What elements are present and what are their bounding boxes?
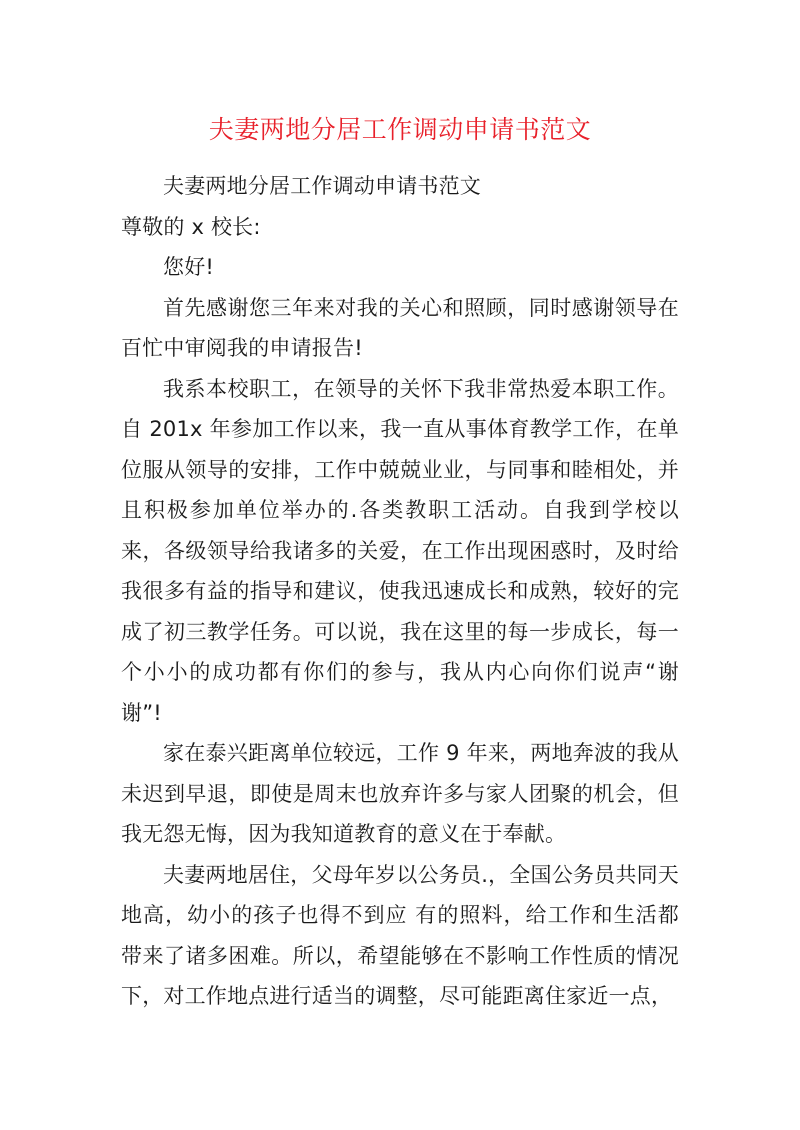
document-body — [121, 166, 679, 1017]
paragraph-work-history: 我系本校职工，在领导的关怀下我非常热爱本职工作。自 201x 年参加工作以来，我一直从事体育教学工作，在单位服从领导的安排，工作中兢兢业业，与同事和睦相处，并且积极参加单位举办的.各类教职工活动。自我到学校以来，各级领导给我诸多的关爱，在工作出现困惑时，及时给我很多有益的指导和建议，使我迅速成长和成熟，较好的完成了初三教学任务。可以说，我在这里的每一步成长，每一个小小的成功都有你们的参与，我从内心向你们说声“谢谢”! — [121, 376, 679, 725]
document-title: 夫妻两地分居工作调动申请书范文 — [208, 115, 592, 144]
paragraph-thanks: 首先感谢您三年来对我的关心和照顾，同时感谢领导在百忙中审阅我的申请报告! — [121, 295, 679, 360]
salutation: 尊敬的 x 校长: — [121, 214, 261, 239]
greeting: 您好! — [163, 255, 215, 279]
paragraph-commute: 家在泰兴距离单位较远，工作 9 年来，两地奔波的我从未迟到早退，即使是周末也放弃许多与家人团聚的机会，但我无怨无悔，因为我知道教育的意义在于奉献。 — [121, 741, 679, 846]
paragraph-request: 夫妻两地居住，父母年岁以公务员.，全国公务员共同天地高，幼小的孩子也得不到应 有的照料，给工作和生活都带来了诸多困难。所以，希望能够在不影响工作性质的情况下，对工作地点进行适当的调整，尽可能距离住家近一点， — [121, 862, 679, 1008]
document-subtitle: 夫妻两地分居工作调动申请书范文 — [163, 174, 481, 198]
